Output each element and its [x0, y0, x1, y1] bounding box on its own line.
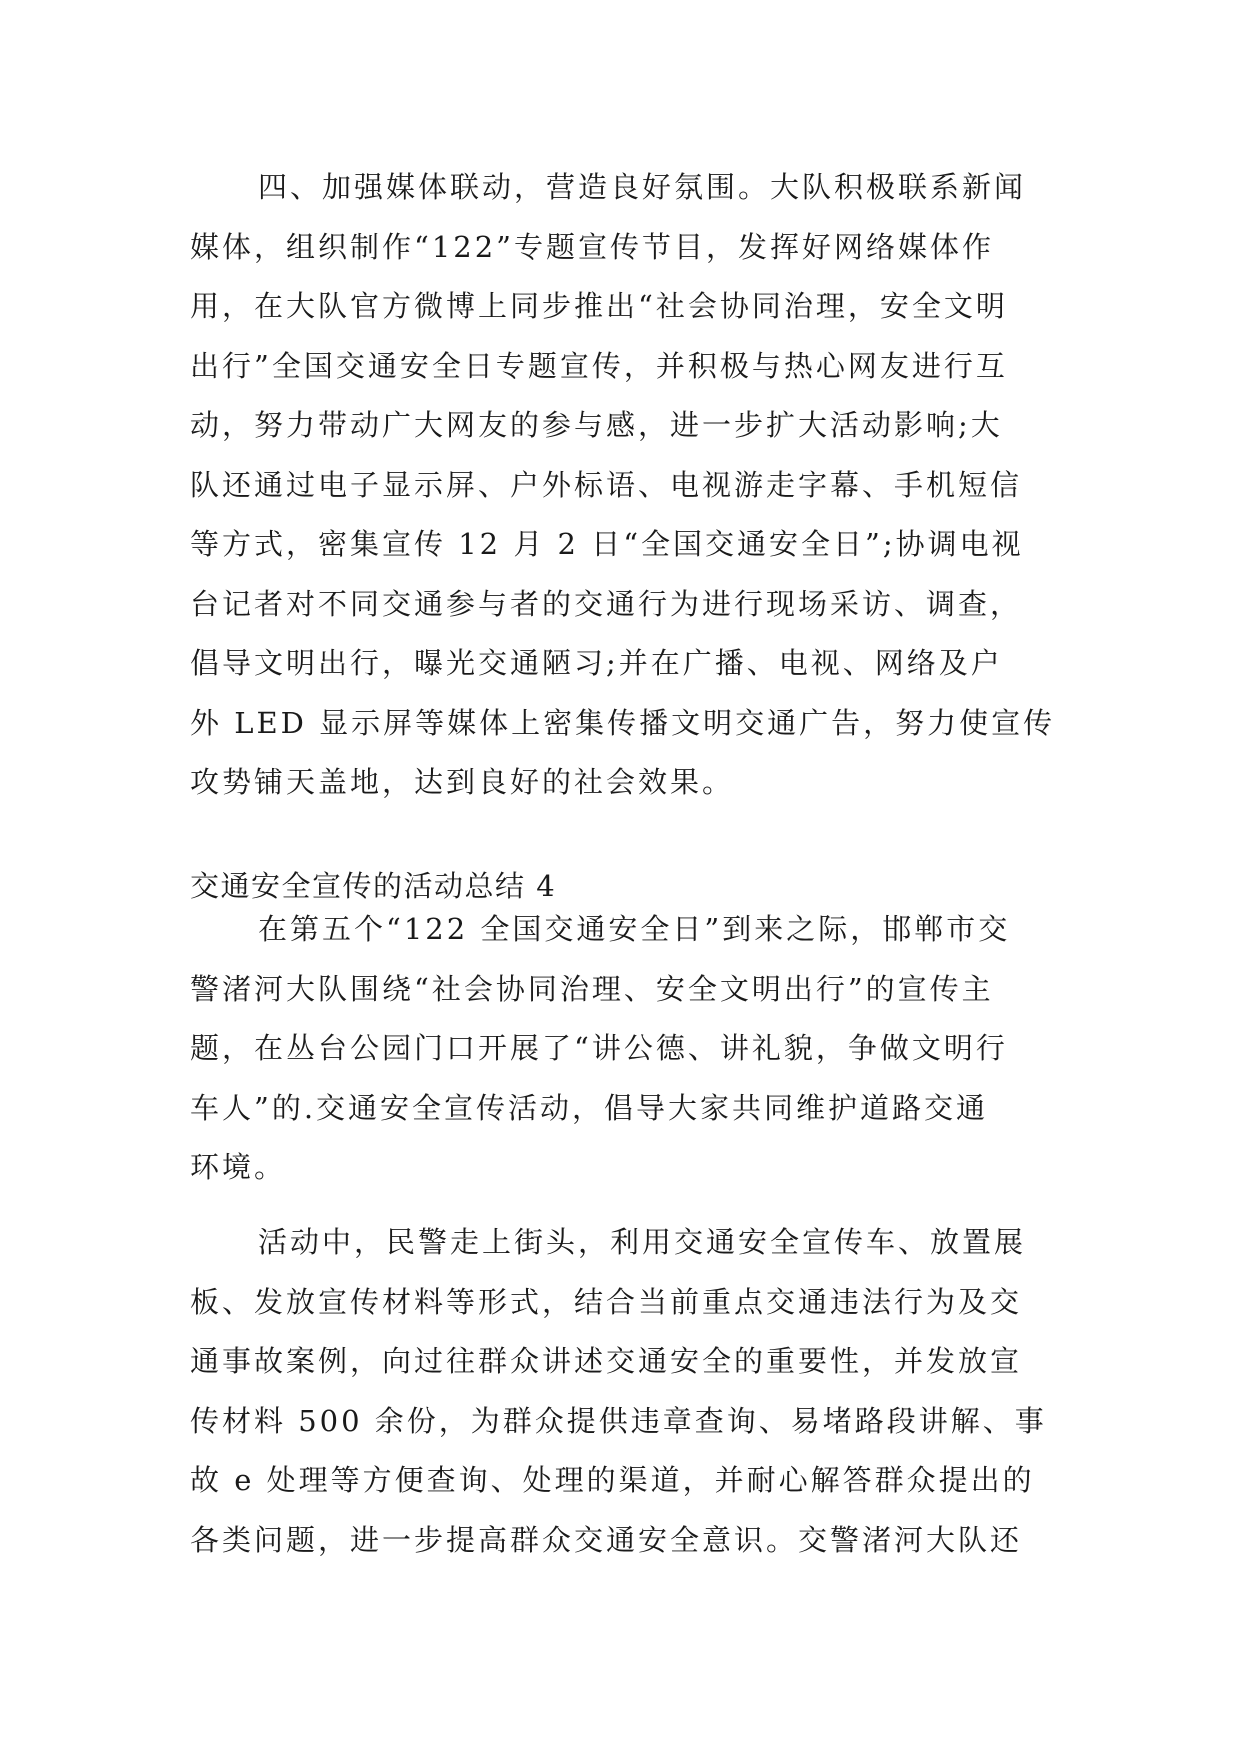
text-line: 队还通过电子显示屏、户外标语、电视游走字幕、手机短信 — [190, 467, 1023, 502]
text-line: 环境。 — [190, 1150, 287, 1184]
text-line: 外 LED 显示屏等媒体上密集传播文明交通广告，努力使宣传 — [190, 705, 1056, 740]
text-line: 故 e 处理等方便查询、处理的渠道，并耐心解答群众提出的 — [190, 1463, 1035, 1497]
text-line: 四、加强媒体联动，营造良好氛围。大队积极联系新闻 — [258, 170, 1027, 204]
text-line: 通事故案例，向过往群众讲述交通安全的重要性，并发放宣 — [190, 1344, 1023, 1378]
text-line: 车人”的.交通安全宣传活动，倡导大家共同维护道路交通 — [190, 1090, 989, 1125]
text-line: 各类问题，进一步提高群众交通安全意识。交警渚河大队还 — [190, 1522, 1023, 1557]
section-four-paragraph — [190, 158, 1060, 813]
text-line: 动，努力带动广大网友的参与感，进一步扩大活动影响;大 — [190, 408, 1003, 442]
text-line: 传材料 500 余份，为群众提供违章查询、易堵路段讲解、事 — [190, 1403, 1047, 1438]
intro-paragraph — [190, 900, 1060, 1198]
text-line: 媒体，组织制作“122”专题宣传节目，发挥好网络媒体作 — [190, 229, 995, 264]
text-line: 警渚河大队围绕“社会协同治理、安全文明出行”的宣传主 — [190, 971, 994, 1006]
activity-paragraph — [190, 1213, 1060, 1570]
text-line: 攻势铺天盖地，达到良好的社会效果。 — [190, 765, 735, 799]
text-line: 出行”全国交通安全日专题宣传，并积极与热心网友进行互 — [190, 348, 1008, 383]
section-heading: 交通安全宣传的活动总结 4 — [190, 869, 557, 903]
text-line: 用，在大队官方微博上同步推出“社会协同治理，安全文明 — [190, 289, 1008, 323]
text-line: 在第五个“122 全国交通安全日”到来之际，邯郸市交 — [258, 912, 1011, 946]
text-line: 板、发放宣传材料等形式，结合当前重点交通违法行为及交 — [190, 1284, 1023, 1319]
text-line: 活动中，民警走上街头，利用交通安全宣传车、放置展 — [258, 1225, 1027, 1259]
text-line: 台记者对不同交通参与者的交通行为进行现场采访、调查， — [190, 586, 1023, 621]
text-line: 等方式，密集宣传 12 月 2 日“全国交通安全日”;协调电视 — [190, 527, 1024, 561]
text-line: 题，在丛台公园门口开展了“讲公德、讲礼貌，争做文明行 — [190, 1031, 1008, 1065]
text-line: 倡导文明出行，曝光交通陋习;并在广播、电视、网络及户 — [190, 646, 1003, 680]
